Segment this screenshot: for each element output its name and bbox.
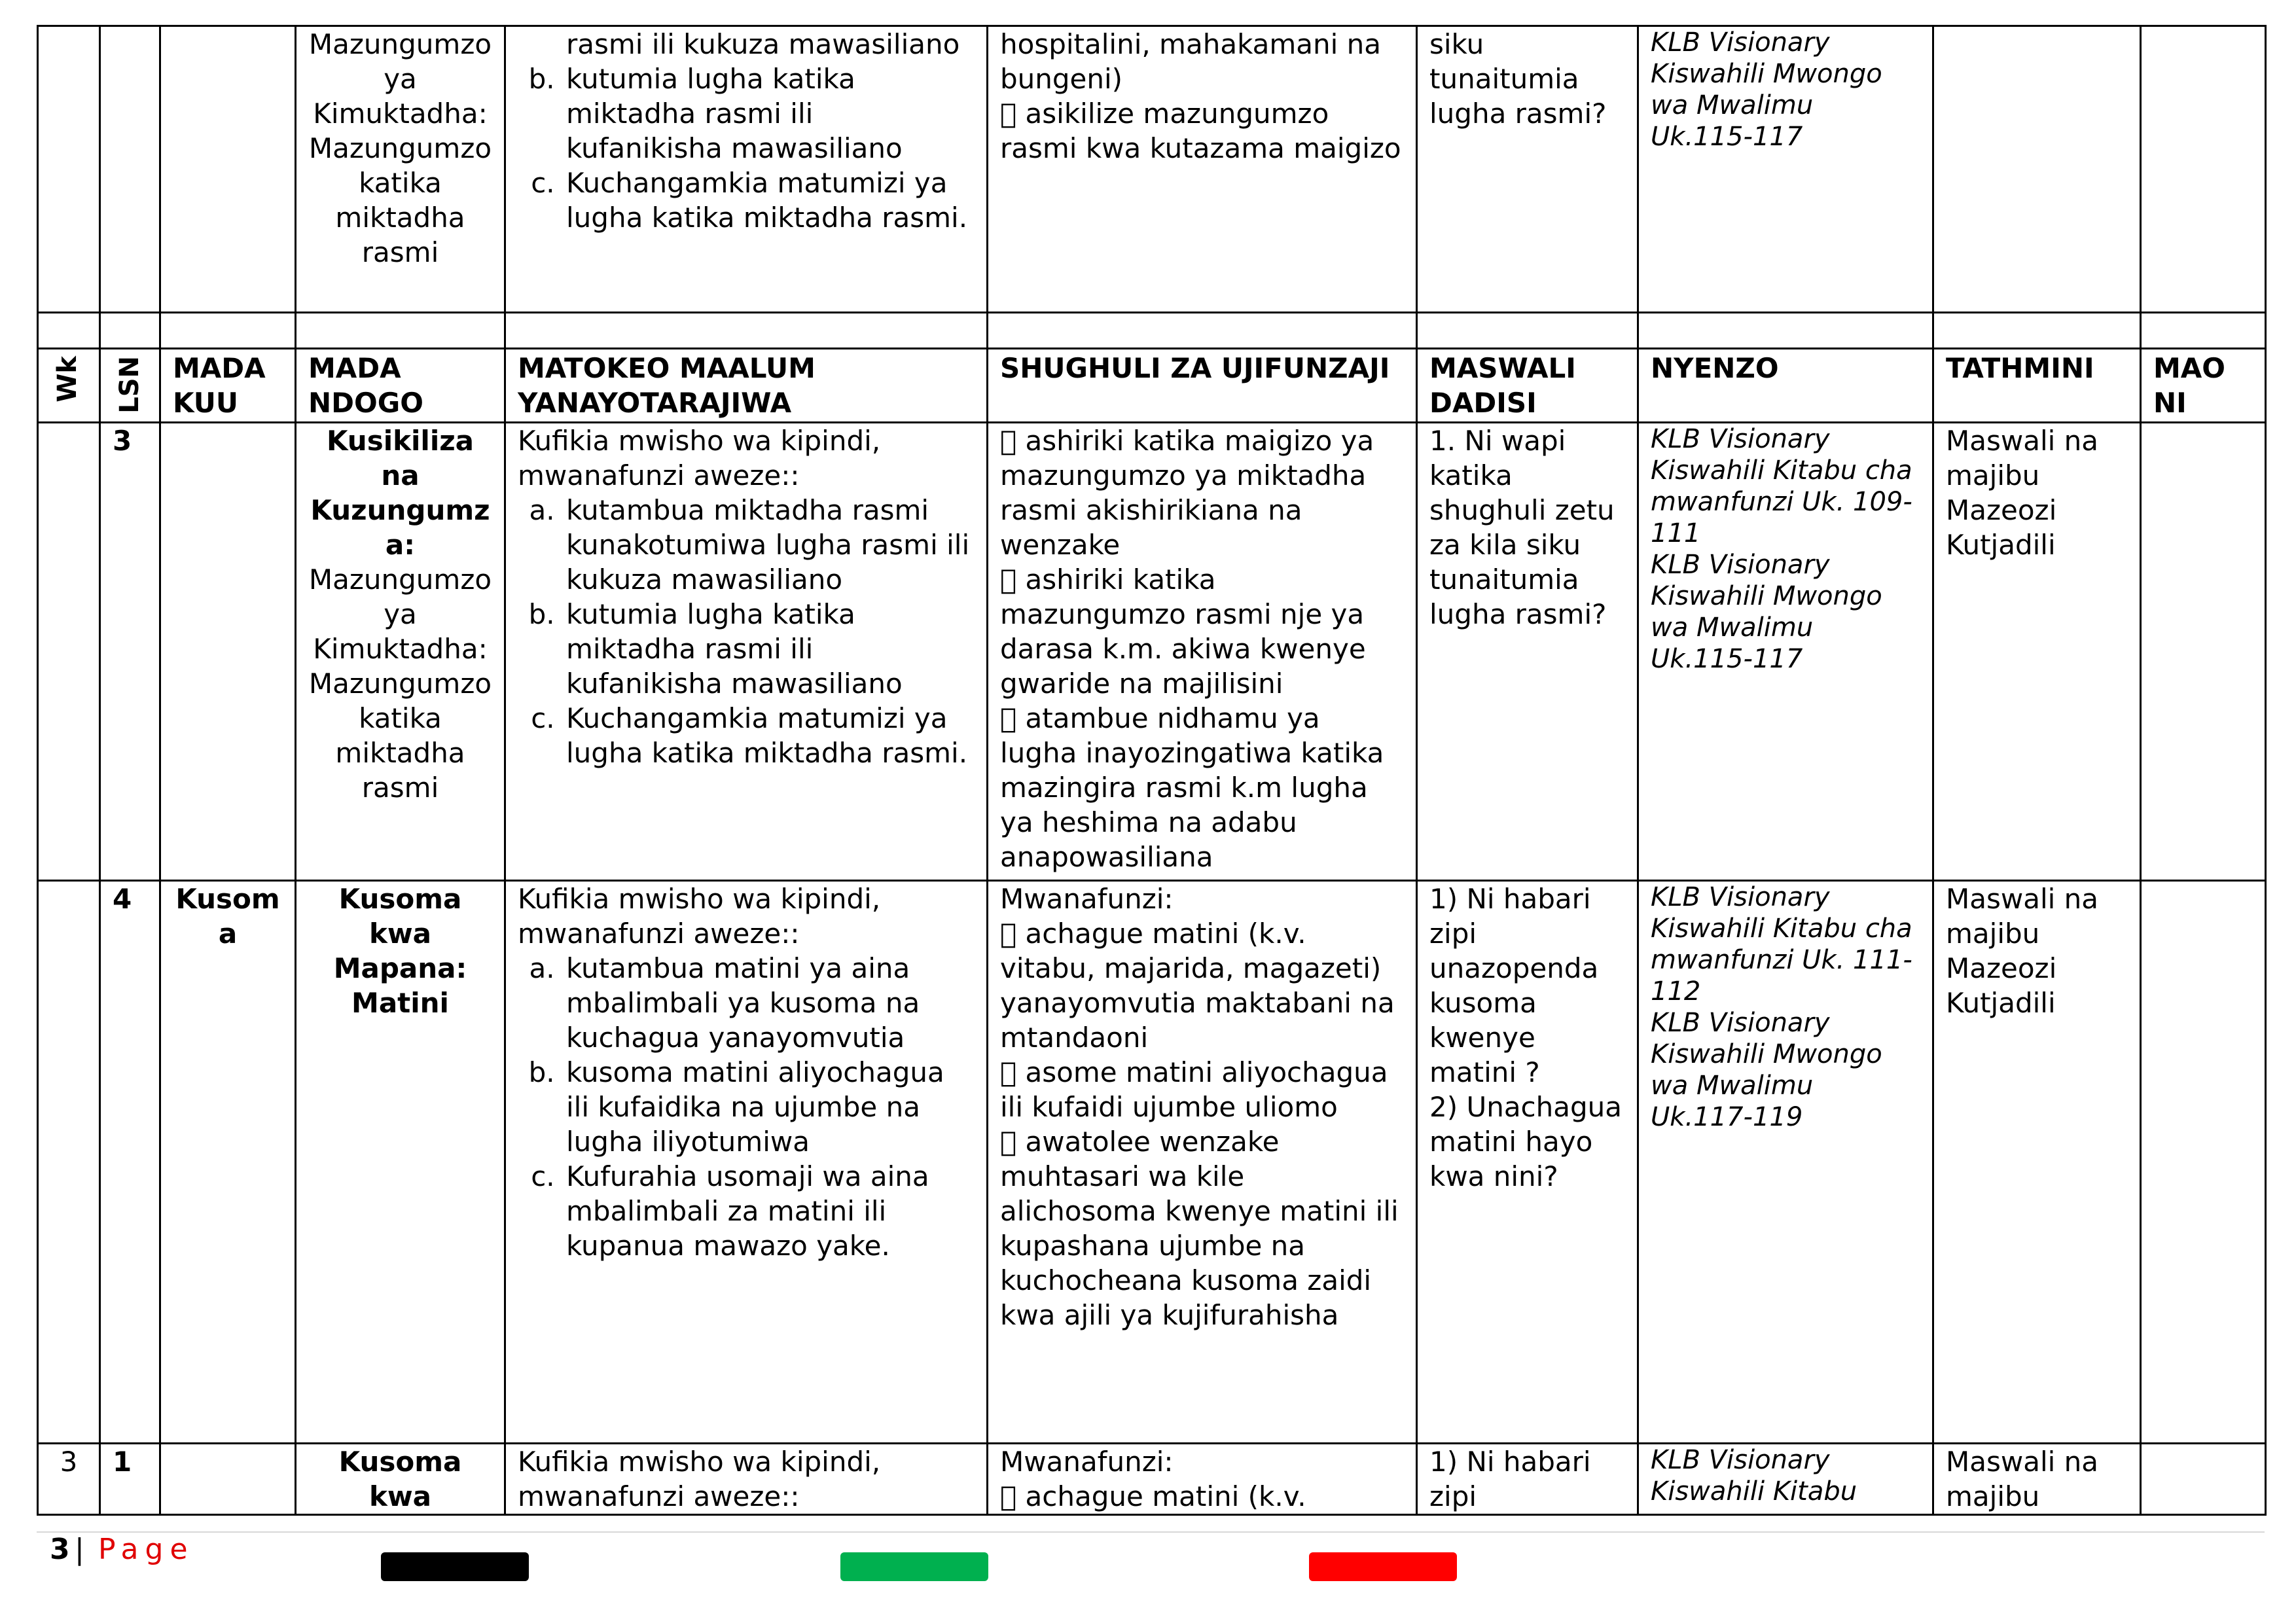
tathmini-cell [1933,26,2141,313]
maoni-cell [2141,1443,2266,1514]
matokeo-cell [505,26,988,313]
page-number: 3 [50,1533,70,1566]
wk-cell: 3 [38,1443,100,1514]
mada-ndogo-cell: Kusoma kwa [296,1443,505,1514]
maswali-cell: 1. Ni wapi katika shughuli zetu za kila siku tunaitumia lugha rasmi? [1417,422,1638,880]
tathmini-cell [1933,422,2141,880]
matokeo-cell: Kufikia mwisho wa kipindi, mwanafunzi aweze:: [505,1443,988,1514]
list-item: b. kusoma matini aliyochagua ili kufaidika na ujumbe na lugha iliyotumiwa [564,1055,975,1159]
matokeo-cell [505,422,988,880]
question-item: 2) Unachagua matini hayo kwa nini? [1429,1090,1623,1192]
shughuli-intro: Mwanafunzi: [1000,882,1174,915]
mada-ndogo-cell [296,422,505,880]
matokeo-list [518,62,975,235]
nyenzo-cell: KLB Visionary Kiswahili Mwongo wa Mwalimu Uk.115-117 [1638,26,1933,313]
mada-kuu-cell: Kusoma [160,880,296,1443]
resource-item: KLB Visionary Kiswahili Kitabu cha mwanfunzi Uk. 111-112 [1651,882,1912,1007]
question-item: 1) Ni habari zipi unazopenda kusoma kwenye matini ? [1429,882,1599,1088]
mada-ndogo-title: Kusoma kwa Mapana: Matini [333,882,467,1019]
shughuli-cell [988,1443,1417,1514]
mada-ndogo-title: Kusikiliza na Kuzungumza: [310,424,490,561]
list-item: a. kutambua matini ya aina mbalimbali ya kusoma na kuchagua yanayomvutia [564,951,975,1055]
tathmini-cell [1933,880,2141,1443]
list-item: achague matini (k.v. vitabu, majarida, magazeti) yanayomvutia maktabani na mtandaoni [1000,917,1395,1054]
footer-separator: | [75,1533,84,1566]
nyenzo-cell [1638,880,1933,1443]
list-item: asikilize mazungumzo rasmi kwa kutazama maigizo [1000,98,1390,164]
maoni-cell [2141,880,2266,1443]
list-item: rasmi ili kukuza mawasiliano [566,28,960,60]
maoni-cell [2141,422,2266,880]
table-row [38,26,2266,313]
shughuli-cell [988,880,1417,1443]
shughuli-cell [988,422,1417,880]
resource-item: KLB Visionary Kiswahili Kitabu cha mwanfunzi Uk. 109-111 [1651,423,1912,548]
assessment-item: Mazeozi [1946,493,2057,526]
list-item: c. Kuchangamkia matumizi ya lugha katika miktadha rasmi. [564,166,975,235]
scheme-of-work-table [37,25,2267,1516]
list-item: c. Kuchangamkia matumizi ya lugha katika miktadha rasmi. [564,701,975,770]
red-color-bar [1309,1552,1457,1581]
mada-kuu-cell [160,422,296,880]
matokeo-list [518,493,975,770]
tathmini-cell: Maswali na majibu [1933,1443,2141,1514]
list-item: asome matini aliyochagua ili kufaidi ujumbe uliomo [1000,1056,1395,1123]
list-item: atambue nidhamu ya lugha inayozingatiwa katika mazingira rasmi k.m lugha ya heshima na adabu anapowasiliana [1000,702,1380,873]
assessment-item: Maswali na majibu [1946,882,2098,950]
mada-ndogo-text: Mazungumzo ya Kimuktadha: Mazungumzo katika miktadha rasmi [308,563,492,804]
assessment-item: Kutjadili [1946,528,2056,561]
table-row [38,1443,2266,1514]
matokeo-cell [505,880,988,1443]
list-item: c. Kufurahia usomaji wa aina mbalimbali za matini ili kupanua mawazo yake. [564,1159,975,1263]
header-wk: Wk [38,349,100,423]
lsn-cell: 1 [100,1443,160,1514]
table-header-row [38,349,2266,423]
maswali-cell: 1) Ni habari zipi [1417,1443,1638,1514]
shughuli-intro: Mwanafunzi: [1000,1445,1174,1478]
nyenzo-cell [1638,422,1933,880]
header-mada-ndogo: MADA NDOGO [296,349,505,423]
mada-ndogo-cell: Mazungumzo ya Kimuktadha: Mazungumzo katika miktadha rasmi [296,26,505,313]
list-item: b. kutumia lugha katika miktadha rasmi ili kufanikisha mawasiliano [564,62,975,166]
header-matokeo: MATOKEO MAALUM YANAYOTARAJIWA [505,349,988,423]
assessment-item: Kutjadili [1946,986,2056,1019]
list-item: achague matini (k.v. [1000,1480,1282,1512]
header-nyenzo: NYENZO [1638,349,1933,423]
wk-cell [38,880,100,1443]
lsn-cell: 4 [100,880,160,1443]
header-lsn: LSN [100,349,160,423]
list-item: a. kutambua miktadha rasmi kunakotumiwa lugha rasmi ili kukuza mawasiliano [564,493,975,597]
header-mada-kuu: MADA KUU [160,349,296,423]
assessment-item: Mazeozi [1946,952,2057,984]
page-label: Page [98,1533,194,1566]
nyenzo-cell: KLB Visionary Kiswahili Kitabu [1638,1443,1933,1514]
resource-item: KLB Visionary Kiswahili Mwongo wa Mwalimu Uk.115-117 [1651,549,1882,674]
footer-divider [37,1531,2265,1533]
header-shughuli: SHUGHULI ZA UJIFUNZAJI [988,349,1417,423]
list-item: ashiriki katika mazungumzo rasmi nje ya darasa k.m. akiwa kwenye gwaride na majilisini [1000,563,1386,700]
list-item: b. kutumia lugha katika miktadha rasmi ili kufanikisha mawasiliano [564,597,975,701]
table-row [38,313,2266,349]
lsn-cell: 3 [100,422,160,880]
assessment-item: Maswali na majibu [1946,424,2098,491]
wk-cell [38,26,100,313]
lsn-cell [100,26,160,313]
black-color-bar [381,1552,529,1581]
maswali-cell [1417,880,1638,1443]
maswali-cell: siku tunaitumia lugha rasmi? [1417,26,1638,313]
list-item: hospitalini, mahakamani na bungeni) [1000,28,1382,95]
shughuli-cell [988,26,1417,313]
matokeo-intro: Kufikia mwisho wa kipindi, mwanafunzi aweze:: [518,424,881,491]
header-tathmini: TATHMINI [1933,349,2141,423]
mada-kuu-cell [160,26,296,313]
header-maswali: MASWALI DADISI [1417,349,1638,423]
matokeo-list [518,951,975,1263]
wk-cell [38,422,100,880]
matokeo-intro: Kufikia mwisho wa kipindi, mwanafunzi aweze:: [518,882,881,950]
green-color-bar [840,1552,988,1581]
list-item: ashiriki katika maigizo ya mazungumzo ya miktadha rasmi akishirikiana na wenzake [1000,424,1367,561]
maoni-cell [2141,26,2266,313]
mada-ndogo-cell [296,880,505,1443]
header-maoni: MAO NI [2141,349,2266,423]
mada-kuu-cell [160,1443,296,1514]
table-row [38,422,2266,880]
table-row [38,880,2266,1443]
list-item: awatolee wenzake muhtasari wa kile alichosoma kwenye matini ili kupashana ujumbe na kuchocheana kusoma zaidi kwa ajili ya kujifurahisha [1000,1125,1403,1331]
resource-item: KLB Visionary Kiswahili Mwongo wa Mwalimu Uk.117-119 [1651,1007,1882,1132]
